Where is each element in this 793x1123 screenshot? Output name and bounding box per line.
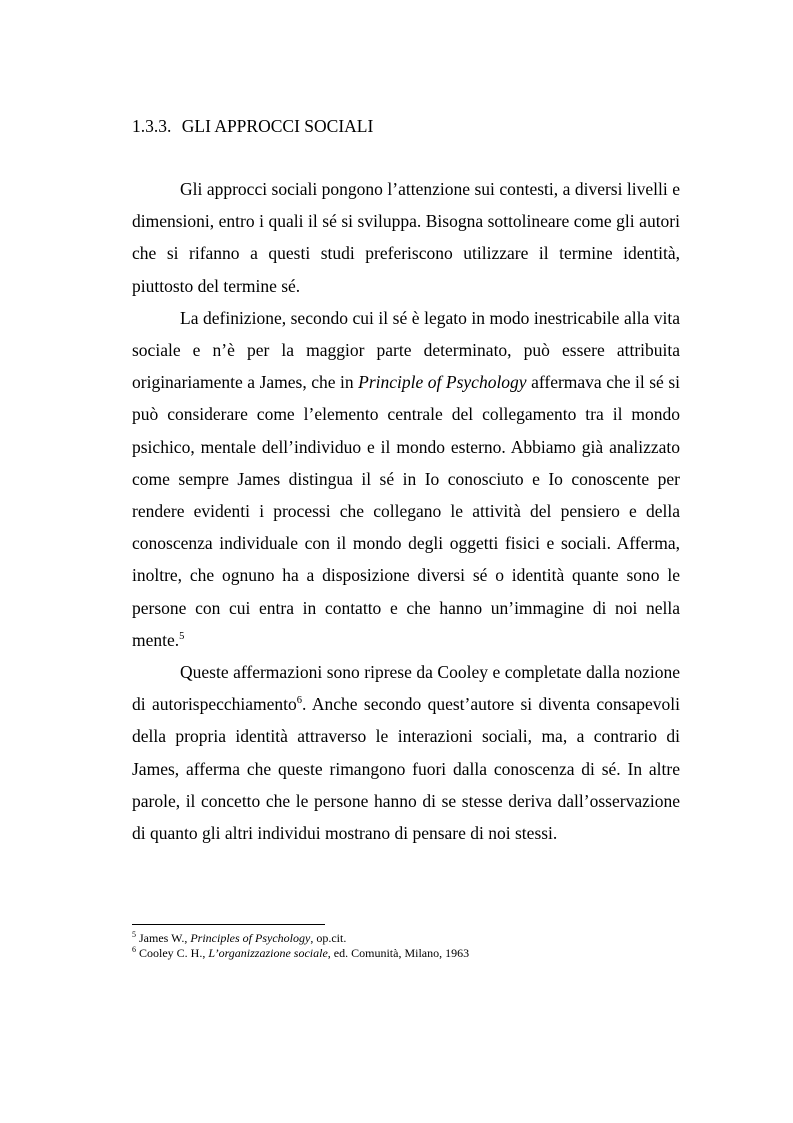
footnote-divider bbox=[132, 924, 325, 925]
paragraph-2 bbox=[132, 302, 680, 656]
footnotes bbox=[132, 931, 469, 961]
paragraph-1 bbox=[132, 173, 680, 302]
section-title: GLI APPROCCI SOCIALI bbox=[181, 116, 374, 136]
paragraph-3 bbox=[132, 656, 680, 849]
paragraph-2-text-end: affermava che il sé si può considerare come l’elemento centrale del collegamento tra il mondo psichico, mentale dell’individuo e il mondo esterno. Abbiamo già analizzato come sempre James distingua il sé in Io conosciuto e Io conoscente per rendere evidenti i processi che collegano le attività del pensiero e della conoscenza individuale con il mondo degli oggetti fisici e sociali. Afferma, inoltre, che ognuno ha a disposizione diversi sé o identità quante sono le persone con cui entra in contatto e che hanno un’immagine di noi nella mente. bbox=[132, 372, 680, 650]
footnote-5-rest: , op.cit. bbox=[310, 931, 347, 945]
paragraph-3-text-start: Queste affermazioni sono riprese da Cooley e completate dalla nozione di autorispecchiamento bbox=[132, 662, 680, 715]
footnote-5 bbox=[132, 931, 469, 946]
footnote-ref-5[interactable]: 5 bbox=[179, 630, 185, 642]
paragraph-2-text-start: La definizione, secondo cui il sé è legato in modo inestricabile alla vita sociale e n’è per la maggior parte determinato, può essere attribuita originariamente a James, che in bbox=[132, 307, 680, 393]
footnote-5-title: Principles of Psychology bbox=[190, 931, 311, 945]
footnote-6-author: Cooley C. H., bbox=[139, 946, 209, 960]
footnote-6-number: 6 bbox=[132, 945, 136, 954]
footnote-6-rest: , ed. Comunità, Milano, 1963 bbox=[327, 946, 470, 960]
footnote-6 bbox=[132, 946, 469, 961]
footnote-6-title: L’organizzazione sociale bbox=[208, 946, 328, 960]
section-number: 1.3.3. bbox=[132, 116, 172, 136]
section-heading bbox=[132, 114, 373, 138]
paragraph-3-text-end: . Anche secondo quest’autore si diventa consapevoli della propria identità attraverso le interazioni sociali, ma, a contrario di James, afferma che queste rimangono fuori dalla conoscenza di sé. In altre parole, il concetto che le persone hanno di se stesse deriva dall’osservazione di quanto gli altri individui mostrano di pensare di noi stessi. bbox=[132, 694, 680, 844]
footnote-ref-6[interactable]: 6 bbox=[296, 695, 303, 707]
footnote-5-author: James W., bbox=[139, 931, 191, 945]
paragraph-1-text: Gli approcci sociali pongono l’attenzione sui contesti, a diversi livelli e dimensioni, entro i quali il sé si sviluppa. Bisogna sottolineare come gli autori che si rifanno a questi studi preferiscono utilizzare il termine identità, piuttosto del termine sé. bbox=[132, 179, 680, 296]
body-text bbox=[132, 173, 680, 849]
book-title-italic: Principle of Psychology bbox=[358, 372, 527, 393]
footnote-5-number: 5 bbox=[132, 930, 136, 939]
